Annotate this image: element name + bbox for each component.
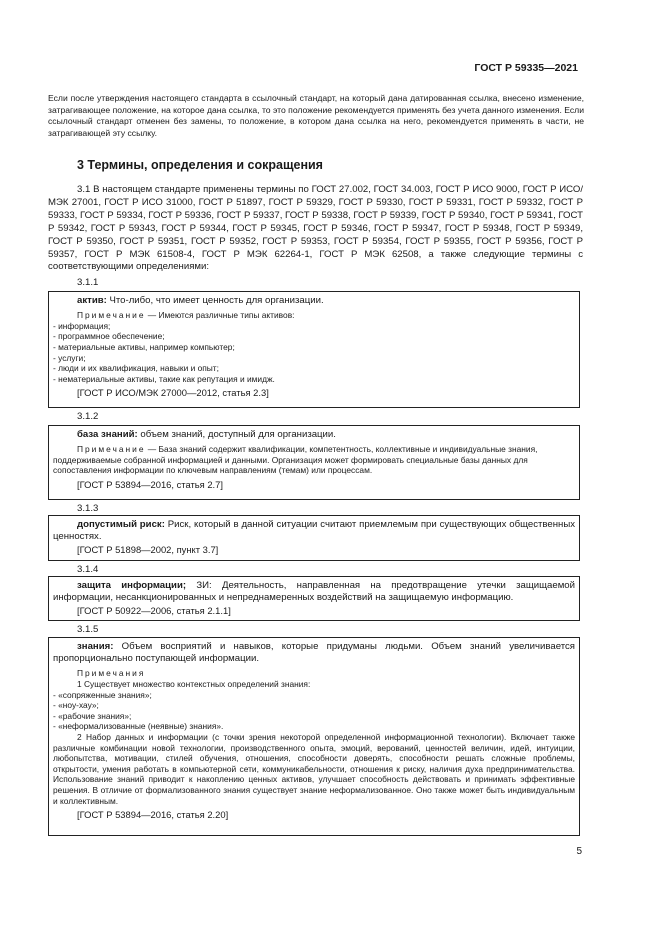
document-id-header: ГОСТ Р 59335—2021 — [474, 62, 578, 74]
definition-text: Объем восприятий и навыков, которые придуманы людьми. Объем знаний увеличивается пропорционально поступающей информации. — [53, 641, 575, 665]
term-name: знания: — [77, 641, 114, 652]
note-list-item: - «рабочие знания»; — [53, 710, 132, 721]
note-label: Примечание — [77, 310, 146, 321]
note-list-item: - люди и их квалификация, навыки и опыт; — [53, 363, 219, 374]
term-source: [ГОСТ Р 53894—2016, статья 2.20] — [77, 809, 229, 821]
term-note — [53, 310, 575, 384]
term-definition — [53, 519, 575, 543]
section-title: 3 Термины, определения и сокращения — [77, 158, 323, 172]
note-heading — [53, 310, 575, 321]
note-list-item: - «ноу-хау»; — [53, 700, 99, 711]
note-list-item: - нематериальные активы, такие как репутация и имидж. — [53, 373, 275, 384]
definition-text: Что-либо, что имеет ценность для организации. — [106, 295, 324, 306]
intro-paragraph: Если после утверждения настоящего стандарта в ссылочный стандарт, на который дана датированная ссылка, внесено изменение, затрагивающее положение, на которое дана ссылка, то это положение рекомендуется применять без учета данного изменения. Если ссылочный стандарт отменен без замены, то положение, в котором дана ссылка на него, рекомендуется применять в части, не затрагивающей эту ссылку. — [48, 93, 584, 139]
section-lead — [48, 184, 583, 274]
note-label: Примечание — [77, 444, 146, 455]
term-box-aktiv — [48, 291, 580, 408]
definition-text: объем знаний, доступный для организации. — [137, 429, 336, 440]
term-number: 3.1.5 — [77, 624, 99, 635]
definition-text: ЗИ: Деятельность, направленная на предотвращение утечки защищаемой информации, несанкционированных и непреднамеренных воздействий на защищаемую информацию. — [53, 580, 576, 604]
term-source: [ГОСТ Р ИСО/МЭК 27000—2012, статья 2.3] — [77, 387, 269, 399]
note-list-item: - услуги; — [53, 352, 86, 363]
term-note — [53, 444, 575, 476]
term-note — [53, 668, 575, 806]
note-1: 1 Существует множество контекстных определений знания: — [77, 679, 311, 689]
term-number: 3.1.2 — [77, 411, 99, 422]
term-name: актив: — [77, 295, 107, 306]
term-source: [ГОСТ Р 50922—2006, статья 2.1.1] — [77, 605, 231, 617]
note-2: 2 Набор данных и информации (с точки зрения некоторой определенной информационной технологии). Включает также различные комбинации новой технологии, производственного опыта, эмоций, верований, ценностей величин, идей, интуиции, любопытства, мотивации, стилей обучения, отношения, способности доверять, способности решать сложные проблемы, открытости, умения работать в компьютерной сети, коммуникабельности, отношения к риску, наличия духа предпринимательства. Использование знаний приводит к накоплению ценных активов, улучшает способность действовать и принимать эффективные решения. В отличие от формализованного знания существует знание неформализованное. Оно также может быть индивидуальным и коллективным. — [53, 731, 575, 806]
note-label: Примечания — [77, 668, 146, 679]
definition-text: Риск, который в данной ситуации считают приемлемым при существующих общественных ценностях. — [53, 519, 576, 543]
term-definition — [53, 580, 575, 604]
term-number: 3.1.4 — [77, 564, 99, 575]
note-list-item: - «сопряженные знания»; — [53, 689, 152, 700]
term-box-zashchita-informatsii — [48, 576, 580, 621]
term-source: [ГОСТ Р 51898—2002, пункт 3.7] — [77, 544, 219, 556]
term-name: защита информации; — [77, 580, 187, 591]
term-box-znaniya — [48, 637, 580, 836]
term-box-baza-znaniy — [48, 425, 580, 500]
term-number: 3.1.1 — [77, 277, 99, 288]
term-name: допустимый риск: — [77, 519, 165, 530]
term-definition — [53, 429, 575, 441]
term-definition — [53, 641, 575, 665]
term-source: [ГОСТ Р 53894—2016, статья 2.7] — [77, 478, 223, 490]
note-list-item: - «неформализованные (неявные) знания». — [53, 721, 224, 732]
lead-paragraph: 3.1 В настоящем стандарте применены термины по ГОСТ 27.002, ГОСТ 34.003, ГОСТ Р ИСО 9000, ГОСТ Р ИСО/МЭК 27001, ГОСТ Р ИСО 31000, ГОСТ Р 51897, ГОСТ Р 59329, ГОСТ Р 59330, ГОСТ Р 59331, ГОСТ Р 59332, ГОСТ Р 59333, ГОСТ Р 59334, ГОСТ Р 59336, ГОСТ Р 59337, ГОСТ Р 59338, ГОСТ Р 59339, ГОСТ Р 59340, ГОСТ Р 59341, ГОСТ Р 59342, ГОСТ Р 59343, ГОСТ Р 59344, ГОСТ Р 59345, ГОСТ Р 59346, ГОСТ Р 59347, ГОСТ Р 59348, ГОСТ Р 59349, ГОСТ Р 59350, ГОСТ Р 59351, ГОСТ Р 59352, ГОСТ Р 59353, ГОСТ Р 59354, ГОСТ Р 59355, ГОСТ Р 59356, ГОСТ Р 59357, ГОСТ Р МЭК 61508-4, ГОСТ Р МЭК 62264-1, ГОСТ Р МЭК 62508, а также следующие термины с соответствующими определениями: — [48, 184, 583, 273]
note-heading — [53, 668, 575, 679]
term-number: 3.1.3 — [77, 503, 99, 514]
term-definition — [53, 295, 575, 307]
term-name: база знаний: — [77, 429, 138, 440]
note-list-item: - программное обеспечение; — [53, 331, 165, 342]
note-list-item: - информация; — [53, 320, 111, 331]
page-number: 5 — [576, 846, 582, 857]
note-text: — База знаний содержит квалификации, компетентность, коллективные и индивидуальные знания, поддерживаемые собранной информацией и данными. Организация может формировать специальные базы данных для сопоставления информации по ключевым направлениям (темам) или процессам. — [53, 444, 538, 476]
term-box-dopustimyy-risk — [48, 515, 580, 561]
note-text: — Имеются различные типы активов: — [145, 310, 295, 321]
note-list-item: - материальные активы, например компьютер; — [53, 341, 235, 352]
